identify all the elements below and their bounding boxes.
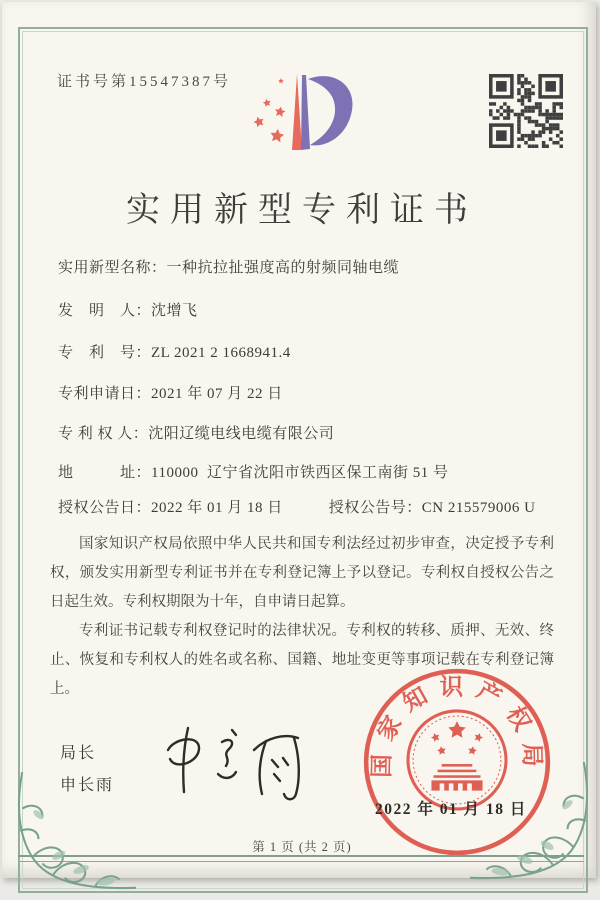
field-application-date [58, 385, 558, 405]
certificate-number: 证书号第15547387号 [57, 74, 232, 90]
field-value: 一种抗拉扯强度高的射频同轴电缆 [166, 260, 400, 276]
field-label: 发 明 人： [58, 303, 152, 319]
field-address [58, 464, 558, 484]
field-label: 地 址： [58, 465, 152, 481]
certificate-title: 实用新型专利证书 [126, 192, 478, 229]
legal-paragraph-1: 国家知识产权局依照中华人民共和国专利法经过初步审查，决定授予专利权，颁发实用新型专利证书并在专利登记簿上予以登记。专利权自授权公告之日起生效。专利权期限为十年，自申请日起算。 [50, 536, 554, 610]
field-label: 专利申请日： [58, 386, 152, 402]
field-patentee [58, 425, 558, 445]
field-value: 2021 年 07 月 22 日 [151, 386, 283, 402]
field-label: 授权公告号： [328, 500, 422, 516]
director-name: 申长雨 [60, 777, 115, 794]
seal-ring-text: 国家知识产权局 [369, 674, 545, 779]
field-value: 沈增飞 [151, 303, 198, 319]
corner-ornament-left-icon [8, 768, 140, 900]
field-value: ZL 2021 2 1668941.4 [151, 345, 291, 361]
page-number: 第 1 页 (共 2 页) [252, 840, 352, 854]
director-title: 局长 [60, 745, 97, 762]
cnipa-logo-icon [230, 60, 390, 172]
field-patent-number [58, 344, 558, 364]
seal-date: 2022 年 01 月 18 日 [375, 801, 527, 818]
field-value: 110000 辽宁省沈阳市铁西区保工南街 51 号 [151, 465, 449, 481]
field-value: 2022 年 01 月 18 日 [151, 500, 283, 516]
signature-handwriting [148, 718, 333, 814]
field-value: 沈阳辽缆电线电缆有限公司 [148, 426, 335, 442]
field-grant-info [58, 499, 558, 519]
corner-ornament-right-icon [466, 758, 598, 890]
field-value: CN 215579006 U [421, 500, 536, 516]
legal-paragraph-2: 专利证书记载专利权登记时的法律状况。专利权的转移、质押、无效、终止、恢复和专利权人的姓名或名称、国籍、地址变更等事项记载在专利登记簿上。 [50, 623, 554, 697]
field-label: 实用新型名称： [58, 260, 167, 276]
field-label: 专 利 权 人： [58, 426, 149, 442]
field-label: 专 利 号： [58, 345, 152, 361]
field-inventor [58, 302, 558, 322]
field-label: 授权公告日： [58, 500, 152, 516]
certificate-paper [2, 2, 596, 878]
field-utility-model-name [58, 259, 558, 279]
